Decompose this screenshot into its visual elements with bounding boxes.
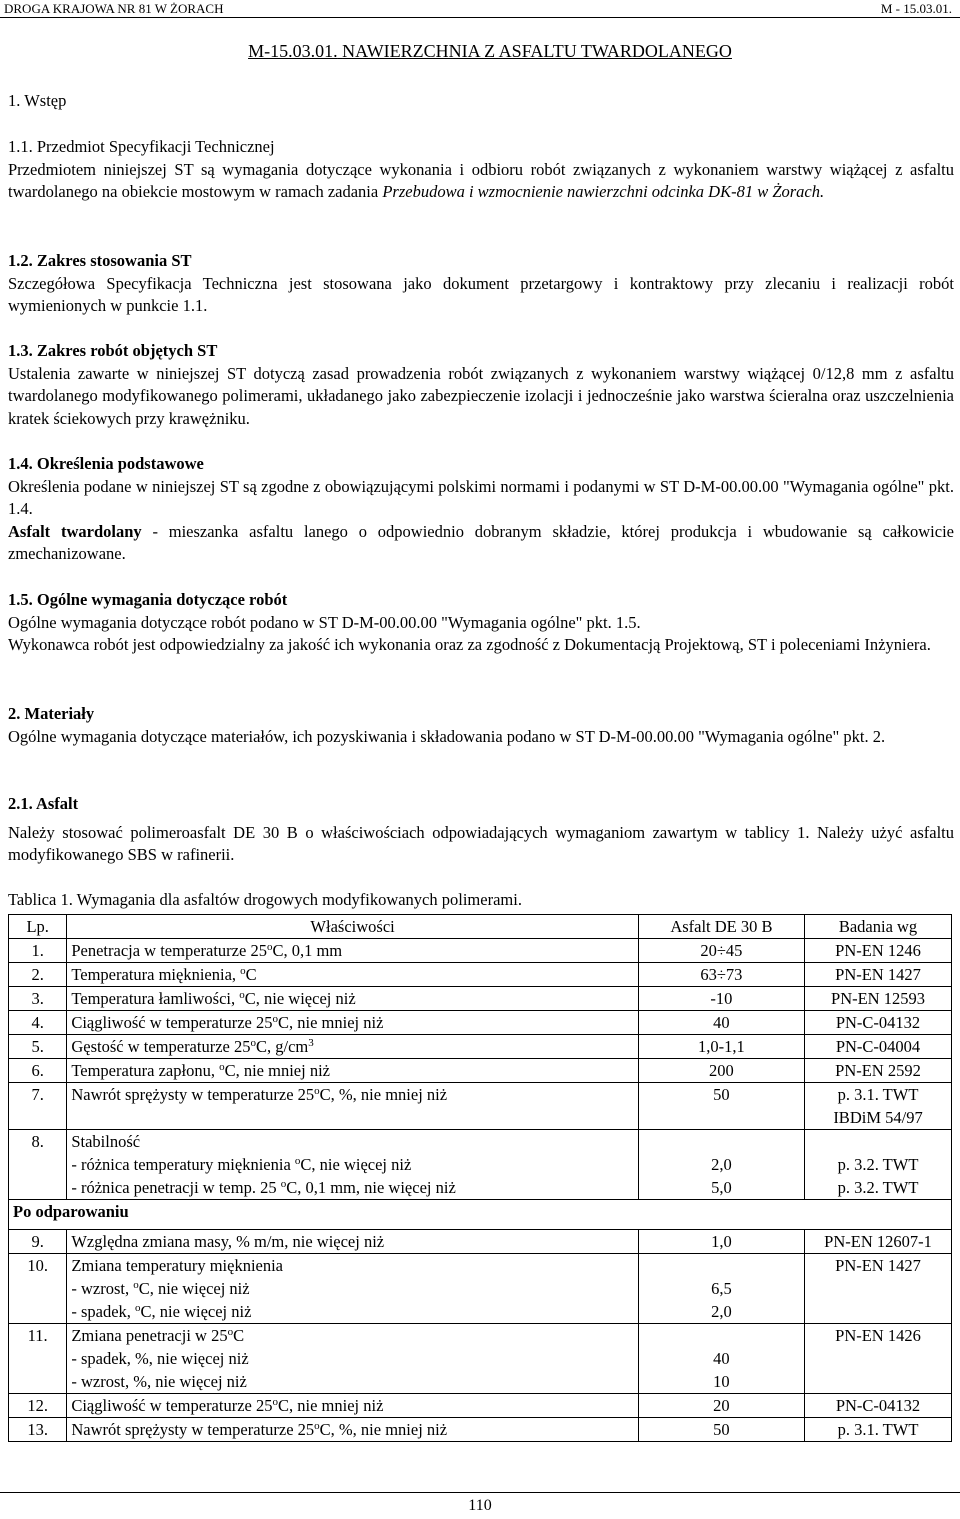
cell-norm: PN-EN 12593 — [805, 987, 952, 1011]
table-header-row — [9, 915, 952, 939]
cell-value: 40 — [638, 1011, 804, 1035]
prop-text-b: C, nie więcej niż — [300, 1155, 412, 1174]
table-caption: Tablica 1. Wymagania dla asfaltów drogowych modyfikowanych polimerami. — [8, 890, 522, 909]
cell-property — [67, 939, 638, 963]
prop-line-3 — [71, 1176, 633, 1199]
prop-text-b: C, nie więcej niż — [244, 989, 356, 1008]
cell-lp: 10. — [9, 1254, 67, 1324]
cell-norm: PN-EN 12607-1 — [805, 1230, 952, 1254]
degree-sup: o — [135, 1302, 141, 1314]
cell-value: 50 — [638, 1418, 804, 1442]
section-1-5-heading: 1.5. Ogólne wymagania dotyczące robót — [8, 590, 288, 609]
page-number: 110 — [468, 1497, 492, 1514]
table-row — [9, 1324, 952, 1394]
value-line-2: 6,5 — [711, 1279, 732, 1298]
section-1-4-definition — [8, 521, 954, 566]
section-1-heading: 1. Wstęp — [8, 91, 67, 110]
group-heading: Po odparowaniu — [9, 1200, 952, 1230]
degree-sup: o — [219, 1061, 225, 1073]
cell-lp: 2. — [9, 963, 67, 987]
section-1-3 — [8, 340, 954, 430]
header-right: M - 15.03.01. — [880, 1, 952, 16]
cell-lp: 11. — [9, 1324, 67, 1394]
prop-line-1: Zmiana temperatury mięknienia — [71, 1256, 284, 1275]
cubic-sup: 3 — [308, 1037, 314, 1049]
definition-term: Asfalt twardolany — [8, 521, 142, 541]
cell-property — [67, 1059, 638, 1083]
prop-text-a: - spadek, — [71, 1302, 136, 1321]
section-2-heading: 2. Materiały — [8, 704, 95, 723]
prop-text-b: C, nie więcej niż — [140, 1302, 252, 1321]
norm-line-3: p. 3.2. TWT — [837, 1178, 919, 1197]
section-1-1-text-italic: Przebudowa i wzmocnienie nawierzchni odcinka DK-81 w Żorach. — [382, 182, 825, 202]
cell-value: 1,0 — [638, 1230, 804, 1254]
section-1-2-heading: 1.2. Zakres stosowania ST — [8, 251, 192, 270]
cell-norm: PN-EN 1246 — [805, 939, 952, 963]
prop-text-a: Temperatura zapłonu, — [71, 1061, 220, 1080]
cell-lp: 9. — [9, 1230, 67, 1254]
section-1-1-text-a: Przedmiotem niniejszej ST są wymagania dotyczące wykonania i odbioru robót związanych z wykonaniem warstwy wiążącej z asfaltu twardolanego na obiekcie mostowym w ramach zadania — [8, 159, 954, 202]
document-title — [0, 41, 960, 62]
section-1-3-heading: 1.3. Zakres robót objętych ST — [8, 341, 218, 360]
table-group-row — [9, 1200, 952, 1230]
value-line-3: 10 — [713, 1372, 730, 1391]
cell-norm: PN-C-04004 — [805, 1035, 952, 1059]
requirements-table — [8, 914, 952, 1442]
section-1-1 — [8, 136, 954, 204]
cell-lp: 13. — [9, 1418, 67, 1442]
section-1-3-text: Ustalenia zawarte w niniejszej ST dotyczą zasad prowadzenia robót związanych z wykonaniem warstwy wiążącej 0/12,8 mm z asfaltu twardolanego modyfikowanego polimerami, układanego jako zabezpieczenie izolacji i jednocześnie jako warstwa ścieralna oraz uszczelnienia kratek ściekowych przy krawężniku. — [8, 363, 954, 428]
value-line-3: 2,0 — [711, 1302, 732, 1321]
cell-value: 1,0-1,1 — [638, 1035, 804, 1059]
prop-text-b: C, nie więcej niż — [138, 1279, 250, 1298]
degree-sup: o — [227, 1326, 234, 1338]
cell-norm: PN-EN 1427 — [805, 963, 952, 987]
prop-text-a: Ciągliwość w temperaturze 25 — [71, 1396, 273, 1415]
degree-sup: o — [266, 941, 273, 953]
value-line-3: 5,0 — [711, 1178, 732, 1197]
title-code: M-15.03.01. — [248, 41, 338, 61]
cell-norm — [805, 1083, 952, 1130]
header-lp: Lp. — [9, 915, 67, 939]
cell-property — [67, 1035, 638, 1059]
prop-text-a: Gęstość w temperaturze 25 — [71, 1037, 251, 1056]
cell-lp: 7. — [9, 1083, 67, 1130]
table-row — [9, 987, 952, 1011]
prop-text-b: C, nie mniej niż — [224, 1061, 330, 1080]
page-header — [0, 0, 960, 18]
title-name: NAWIERZCHNIA Z ASFALTU TWARDOLANEGO — [342, 41, 732, 61]
degree-sup: o — [272, 1013, 278, 1025]
section-1-5-text-1: Ogólne wymagania dotyczące robót podano w ST D-M-00.00.00 "Wymagania ogólne" pkt. 1.5. — [8, 612, 641, 632]
section-1-4-heading: 1.4. Określenia podstawowe — [8, 454, 204, 473]
prop-line-2 — [71, 1153, 633, 1176]
cell-property — [67, 963, 638, 987]
section-1-5-text-2: Wykonawca robót jest odpowiedzialny za jakość ich wykonania oraz za zgodność z Dokumentacją Projektową, ST i poleceniami Inżyniera. — [8, 635, 931, 655]
cell-value — [638, 1254, 804, 1324]
cell-property: Względna zmiana masy, % m/m, nie więcej niż — [67, 1230, 638, 1254]
cell-value: 50 — [638, 1083, 804, 1130]
cell-property — [67, 1011, 638, 1035]
cell-lp: 6. — [9, 1059, 67, 1083]
norm-line-2: IBDiM 54/97 — [833, 1108, 923, 1127]
prop-line-2 — [71, 1277, 633, 1300]
section-1-1-text — [8, 159, 954, 204]
norm-line-1: p. 3.1. TWT — [837, 1085, 919, 1104]
cell-property — [67, 1324, 638, 1394]
cell-value: 20÷45 — [638, 939, 804, 963]
table-row — [9, 1011, 952, 1035]
prop-text-b: C, %, nie mniej niż — [319, 1085, 448, 1104]
section-2-1-text: Należy stosować polimeroasfalt DE 30 B o właściwościach odpowiadających wymaganiom zawartym w tablicy 1. Należy użyć asfaltu modyfikowanego SBS w rafinerii. — [8, 822, 954, 865]
degree-sup: o — [239, 989, 245, 1001]
cell-norm: PN-EN 1426 — [805, 1324, 952, 1394]
table-row — [9, 1059, 952, 1083]
footer-rule — [0, 1492, 960, 1493]
table-row — [9, 1254, 952, 1324]
degree-sup: o — [294, 1155, 301, 1167]
prop-text-a: Ciągliwość w temperaturze 25 — [71, 1013, 273, 1032]
cell-norm: PN-EN 2592 — [805, 1059, 952, 1083]
degree-sup: o — [133, 1279, 139, 1291]
prop-text-b: C, %, nie mniej niż — [319, 1420, 448, 1439]
table-row — [9, 939, 952, 963]
section-2-1 — [8, 793, 954, 867]
cell-value: -10 — [638, 987, 804, 1011]
header-value: Asfalt DE 30 B — [638, 915, 804, 939]
table-row — [9, 1083, 952, 1130]
cell-lp: 8. — [9, 1130, 67, 1200]
section-1-5 — [8, 589, 954, 657]
prop-text-a: - różnica penetracji w temp. 25 — [71, 1178, 281, 1197]
cell-lp: 4. — [9, 1011, 67, 1035]
cell-value: 200 — [638, 1059, 804, 1083]
prop-line-2: - spadek, %, nie więcej niż — [71, 1349, 249, 1368]
table-row — [9, 1035, 952, 1059]
prop-text-b: C, 0,1 mm, nie więcej niż — [286, 1178, 456, 1197]
section-2-text: Ogólne wymagania dotyczące materiałów, ich pozyskiwania i składowania podano w ST D-M-00.00.00 "Wymagania ogólne" pkt. 2. — [8, 726, 886, 746]
cell-value — [638, 1324, 804, 1394]
prop-text-b: C, nie mniej niż — [278, 1396, 384, 1415]
cell-norm: PN-EN 1427 — [805, 1254, 952, 1324]
prop-text-b: C — [245, 965, 257, 984]
degree-sup: o — [280, 1178, 287, 1190]
prop-line-1 — [71, 1324, 633, 1347]
value-line-2: 40 — [713, 1349, 730, 1368]
table-row — [9, 1230, 952, 1254]
table-row — [9, 1130, 952, 1200]
section-1-4-text: Określenia podane w niniejszej ST są zgodne z obowiązującymi polskimi normami i podanymi w ST D-M-00.00.00 "Wymagania ogólne" pkt. 1.4. — [8, 476, 954, 519]
cell-property — [67, 1130, 638, 1200]
degree-sup: o — [240, 965, 246, 977]
header-left: DROGA KRAJOWA NR 81 W ŻORACH — [4, 1, 224, 16]
prop-text-b: C — [233, 1326, 245, 1345]
definition-text: - mieszanka asfaltu lanego o odpowiednio dobranym składzie, której produkcja i wbudowanie są całkowicie zmechanizowane. — [8, 521, 954, 564]
prop-text-b: C, g/cm — [255, 1037, 309, 1056]
degree-sup: o — [314, 1420, 320, 1432]
cell-norm — [805, 1130, 952, 1200]
section-1-1-heading: 1.1. Przedmiot Specyfikacji Technicznej — [8, 137, 275, 156]
cell-value: 20 — [638, 1394, 804, 1418]
prop-text-a: Zmiana penetracji w 25 — [71, 1326, 228, 1345]
prop-text-a: Temperatura mięknienia, — [71, 965, 241, 984]
cell-value — [638, 1130, 804, 1200]
cell-value: 63÷73 — [638, 963, 804, 987]
header-properties: Właściwości — [67, 915, 638, 939]
table-row — [9, 963, 952, 987]
prop-line-3: - wzrost, %, nie więcej niż — [71, 1372, 247, 1391]
title-text — [248, 41, 732, 61]
cell-lp: 5. — [9, 1035, 67, 1059]
prop-text-a: Nawrót sprężysty w temperaturze 25 — [71, 1085, 315, 1104]
degree-sup: o — [314, 1085, 320, 1097]
cell-property — [67, 987, 638, 1011]
prop-text-a: Temperatura łamliwości, — [71, 989, 240, 1008]
section-1-2 — [8, 250, 954, 318]
section-2 — [8, 703, 954, 748]
section-2-1-heading: 2.1. Asfalt — [8, 794, 79, 813]
cell-norm: PN-C-04132 — [805, 1011, 952, 1035]
table-row — [9, 1394, 952, 1418]
prop-line-3 — [71, 1300, 633, 1323]
section-1-2-text: Szczegółowa Specyfikacja Techniczna jest stosowana jako dokument przetargowy i kontraktowy przy zlecaniu i realizacji robót wymienionych w punkcie 1.1. — [8, 273, 954, 316]
degree-sup: o — [272, 1396, 278, 1408]
degree-sup: o — [250, 1037, 256, 1049]
section-1-4 — [8, 453, 954, 566]
cell-norm: p. 3.1. TWT — [805, 1418, 952, 1442]
cell-property — [67, 1083, 638, 1130]
prop-text-b: C, 0,1 mm — [272, 941, 343, 960]
prop-text-b: C, nie mniej niż — [278, 1013, 384, 1032]
cell-property — [67, 1254, 638, 1324]
prop-text-a: - różnica temperatury mięknienia — [71, 1155, 295, 1174]
cell-property — [67, 1394, 638, 1418]
cell-lp: 12. — [9, 1394, 67, 1418]
value-line-2: 2,0 — [711, 1155, 732, 1174]
prop-text-a: Penetracja w temperaturze 25 — [71, 941, 267, 960]
norm-line-2: p. 3.2. TWT — [837, 1155, 919, 1174]
cell-lp: 3. — [9, 987, 67, 1011]
table-row — [9, 1418, 952, 1442]
prop-text-a: Nawrót sprężysty w temperaturze 25 — [71, 1420, 315, 1439]
header-rule — [0, 17, 960, 18]
header-norm: Badania wg — [805, 915, 952, 939]
cell-lp: 1. — [9, 939, 67, 963]
prop-text-a: - wzrost, — [71, 1279, 134, 1298]
prop-line-1: Stabilność — [71, 1132, 141, 1151]
cell-norm: PN-C-04132 — [805, 1394, 952, 1418]
cell-property — [67, 1418, 638, 1442]
